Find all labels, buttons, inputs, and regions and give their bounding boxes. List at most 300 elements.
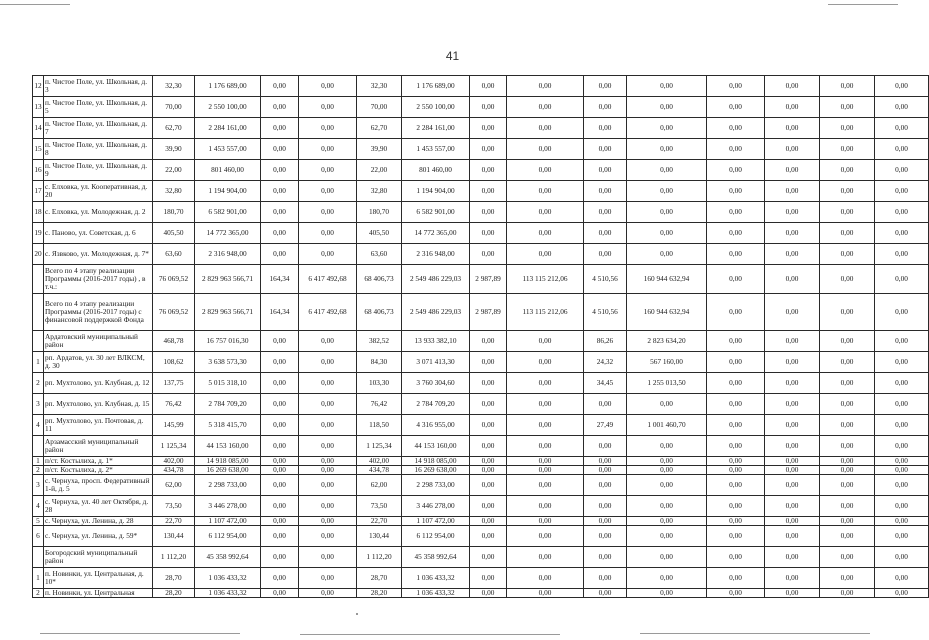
- value-cell: 0,00: [875, 568, 929, 589]
- value-cell: 0,00: [765, 466, 820, 475]
- value-cell: 6 582 901,00: [402, 202, 470, 223]
- value-cell: 0,00: [627, 496, 707, 517]
- value-cell: 0,00: [820, 202, 875, 223]
- value-cell: 113 115 212,06: [507, 265, 584, 294]
- value-cell: 0,00: [470, 97, 507, 118]
- value-cell: 0,00: [507, 589, 584, 598]
- value-cell: 0,00: [261, 436, 299, 457]
- value-cell: 1 036 433,32: [402, 568, 470, 589]
- value-cell: 2 298 733,00: [402, 475, 470, 496]
- table-row: [33, 294, 929, 331]
- value-cell: 45 358 992,64: [402, 547, 470, 568]
- top-rule-left: [0, 4, 70, 5]
- value-cell: 0,00: [470, 517, 507, 526]
- value-cell: 32,30: [153, 76, 195, 97]
- value-cell: 0,00: [765, 415, 820, 436]
- value-cell: 3 760 304,60: [402, 373, 470, 394]
- value-cell: 0,00: [875, 139, 929, 160]
- row-number: [33, 331, 44, 352]
- value-cell: 0,00: [261, 457, 299, 466]
- table-row: [33, 76, 929, 97]
- value-cell: 0,00: [627, 394, 707, 415]
- value-cell: 0,00: [707, 160, 765, 181]
- value-cell: 3 446 278,00: [402, 496, 470, 517]
- address-cell: п. Чистое Поле, ул. Школьная, д. 9: [44, 160, 153, 181]
- value-cell: 137,75: [153, 373, 195, 394]
- value-cell: 180,70: [153, 202, 195, 223]
- value-cell: 3 638 573,30: [195, 352, 261, 373]
- value-cell: 164,34: [261, 294, 299, 331]
- value-cell: 405,50: [153, 223, 195, 244]
- value-cell: 0,00: [765, 526, 820, 547]
- table-row: [33, 394, 929, 415]
- value-cell: 0,00: [299, 466, 357, 475]
- table-row: [33, 466, 929, 475]
- value-cell: 0,00: [820, 466, 875, 475]
- value-cell: 0,00: [584, 589, 627, 598]
- value-cell: 0,00: [820, 118, 875, 139]
- value-cell: 1 001 460,70: [627, 415, 707, 436]
- value-cell: 0,00: [765, 97, 820, 118]
- value-cell: 2 284 161,00: [195, 118, 261, 139]
- value-cell: 1 112,20: [153, 547, 195, 568]
- value-cell: 0,00: [507, 76, 584, 97]
- value-cell: 113 115 212,06: [507, 294, 584, 331]
- value-cell: 0,00: [627, 466, 707, 475]
- value-cell: 0,00: [261, 160, 299, 181]
- value-cell: 0,00: [707, 265, 765, 294]
- value-cell: 0,00: [584, 436, 627, 457]
- value-cell: 0,00: [765, 76, 820, 97]
- value-cell: 0,00: [820, 526, 875, 547]
- value-cell: 86,26: [584, 331, 627, 352]
- value-cell: 68 406,73: [357, 294, 402, 331]
- value-cell: 0,00: [470, 244, 507, 265]
- value-cell: 0,00: [584, 547, 627, 568]
- address-cell: с. Елховка, ул. Молодежная, д. 2: [44, 202, 153, 223]
- value-cell: 73,50: [153, 496, 195, 517]
- value-cell: 0,00: [470, 547, 507, 568]
- value-cell: 402,00: [153, 457, 195, 466]
- value-cell: 0,00: [299, 118, 357, 139]
- value-cell: 0,00: [507, 97, 584, 118]
- address-cell: с. Чернуха, ул. Ленина, д. 28: [44, 517, 153, 526]
- value-cell: 0,00: [875, 436, 929, 457]
- value-cell: 0,00: [470, 496, 507, 517]
- value-cell: 0,00: [584, 76, 627, 97]
- value-cell: 0,00: [820, 97, 875, 118]
- value-cell: 6 417 492,68: [299, 265, 357, 294]
- row-number: 4: [33, 496, 44, 517]
- value-cell: 22,70: [153, 517, 195, 526]
- table-row: [33, 475, 929, 496]
- table-row: [33, 181, 929, 202]
- value-cell: 1 453 557,00: [402, 139, 470, 160]
- value-cell: 0,00: [261, 202, 299, 223]
- value-cell: 2 549 486 229,03: [402, 294, 470, 331]
- value-cell: 0,00: [261, 415, 299, 436]
- value-cell: 0,00: [507, 475, 584, 496]
- row-number: 5: [33, 517, 44, 526]
- value-cell: 76,42: [357, 394, 402, 415]
- value-cell: 45 358 992,64: [195, 547, 261, 568]
- value-cell: 0,00: [299, 244, 357, 265]
- row-number: [33, 294, 44, 331]
- address-cell: п. Чистое Поле, ул. Школьная, д. 8: [44, 139, 153, 160]
- value-cell: 27,49: [584, 415, 627, 436]
- value-cell: 180,70: [357, 202, 402, 223]
- row-number: 2: [33, 466, 44, 475]
- value-cell: 0,00: [707, 139, 765, 160]
- value-cell: 0,00: [627, 139, 707, 160]
- value-cell: 0,00: [820, 415, 875, 436]
- value-cell: 22,00: [357, 160, 402, 181]
- value-cell: 0,00: [470, 568, 507, 589]
- address-cell: с. Язвково, ул. Молодежная, д. 7*: [44, 244, 153, 265]
- value-cell: 0,00: [627, 118, 707, 139]
- value-cell: 0,00: [820, 568, 875, 589]
- value-cell: 0,00: [470, 76, 507, 97]
- value-cell: 0,00: [875, 352, 929, 373]
- value-cell: 0,00: [470, 160, 507, 181]
- row-number: 18: [33, 202, 44, 223]
- value-cell: 0,00: [765, 457, 820, 466]
- value-cell: 0,00: [299, 415, 357, 436]
- value-cell: 0,00: [261, 475, 299, 496]
- value-cell: 0,00: [765, 394, 820, 415]
- value-cell: 0,00: [299, 547, 357, 568]
- table-row: [33, 589, 929, 598]
- bottom-rule-2: [300, 634, 560, 635]
- value-cell: 0,00: [627, 526, 707, 547]
- value-cell: 0,00: [584, 223, 627, 244]
- value-cell: 0,00: [299, 76, 357, 97]
- address-cell: Арзамасский муниципальный район: [44, 436, 153, 457]
- value-cell: 0,00: [261, 547, 299, 568]
- value-cell: 801 460,00: [195, 160, 261, 181]
- value-cell: 0,00: [261, 466, 299, 475]
- value-cell: 32,80: [153, 181, 195, 202]
- address-cell: Всего по 4 этапу реализации Программы (2016-2017 годы) с финансовой поддержкой Фонда: [44, 294, 153, 331]
- value-cell: 0,00: [299, 589, 357, 598]
- value-cell: 0,00: [820, 394, 875, 415]
- value-cell: 0,00: [584, 394, 627, 415]
- value-cell: 1 453 557,00: [195, 139, 261, 160]
- value-cell: 0,00: [507, 244, 584, 265]
- value-cell: 0,00: [765, 223, 820, 244]
- table-row: [33, 331, 929, 352]
- value-cell: 0,00: [707, 568, 765, 589]
- value-cell: 0,00: [470, 475, 507, 496]
- value-cell: 34,45: [584, 373, 627, 394]
- address-cell: п/ст. Костылиха, д. 2*: [44, 466, 153, 475]
- address-cell: п. Чистое Поле, ул. Школьная, д. 5: [44, 97, 153, 118]
- value-cell: 0,00: [627, 76, 707, 97]
- value-cell: 0,00: [765, 568, 820, 589]
- value-cell: 22,70: [357, 517, 402, 526]
- address-cell: рп. Ардатов, ул. 30 лет ВЛКСМ, д. 30: [44, 352, 153, 373]
- row-number: 2: [33, 589, 44, 598]
- value-cell: 382,52: [357, 331, 402, 352]
- value-cell: 0,00: [470, 181, 507, 202]
- value-cell: 0,00: [875, 118, 929, 139]
- value-cell: 0,00: [507, 181, 584, 202]
- value-cell: 6 582 901,00: [195, 202, 261, 223]
- value-cell: 63,60: [357, 244, 402, 265]
- value-cell: 0,00: [875, 517, 929, 526]
- value-cell: 0,00: [261, 517, 299, 526]
- value-cell: 402,00: [357, 457, 402, 466]
- table-row: [33, 118, 929, 139]
- value-cell: 2 987,89: [470, 294, 507, 331]
- row-number: 3: [33, 394, 44, 415]
- address-cell: п. Новинки, ул. Центральная, д. 10*: [44, 568, 153, 589]
- value-cell: 62,70: [357, 118, 402, 139]
- value-cell: 0,00: [261, 526, 299, 547]
- address-cell: п. Новинки, ул. Центральная: [44, 589, 153, 598]
- value-cell: 44 153 160,00: [195, 436, 261, 457]
- value-cell: 0,00: [627, 568, 707, 589]
- value-cell: 1 176 689,00: [402, 76, 470, 97]
- value-cell: 0,00: [707, 331, 765, 352]
- value-cell: 2 550 100,00: [195, 97, 261, 118]
- value-cell: 108,62: [153, 352, 195, 373]
- value-cell: 0,00: [820, 475, 875, 496]
- value-cell: 0,00: [507, 202, 584, 223]
- bottom-rule-1: [40, 633, 240, 634]
- value-cell: 28,20: [357, 589, 402, 598]
- value-cell: 0,00: [261, 118, 299, 139]
- value-cell: 0,00: [627, 97, 707, 118]
- value-cell: 2 550 100,00: [402, 97, 470, 118]
- bottom-rule-3: [640, 633, 870, 634]
- value-cell: 0,00: [820, 547, 875, 568]
- value-cell: 1 194 904,00: [195, 181, 261, 202]
- value-cell: 2 316 948,00: [402, 244, 470, 265]
- value-cell: 14 772 365,00: [195, 223, 261, 244]
- value-cell: 0,00: [507, 139, 584, 160]
- value-cell: 0,00: [627, 223, 707, 244]
- value-cell: 0,00: [299, 496, 357, 517]
- value-cell: 0,00: [584, 97, 627, 118]
- value-cell: 468,78: [153, 331, 195, 352]
- value-cell: 0,00: [470, 202, 507, 223]
- value-cell: 0,00: [707, 436, 765, 457]
- value-cell: 14 918 085,00: [195, 457, 261, 466]
- value-cell: 0,00: [707, 181, 765, 202]
- value-cell: 0,00: [765, 331, 820, 352]
- value-cell: 0,00: [507, 526, 584, 547]
- value-cell: 0,00: [820, 223, 875, 244]
- scan-speck: [356, 613, 358, 615]
- row-number: 2: [33, 373, 44, 394]
- value-cell: 0,00: [584, 526, 627, 547]
- value-cell: 0,00: [875, 415, 929, 436]
- row-number: 1: [33, 352, 44, 373]
- value-cell: 2 784 709,20: [402, 394, 470, 415]
- value-cell: 0,00: [507, 568, 584, 589]
- value-cell: 0,00: [627, 160, 707, 181]
- value-cell: 0,00: [261, 181, 299, 202]
- row-number: 19: [33, 223, 44, 244]
- value-cell: 434,78: [357, 466, 402, 475]
- value-cell: 0,00: [507, 223, 584, 244]
- value-cell: 0,00: [627, 589, 707, 598]
- table-row: [33, 223, 929, 244]
- value-cell: 0,00: [261, 139, 299, 160]
- table-row: [33, 244, 929, 265]
- value-cell: 0,00: [627, 457, 707, 466]
- value-cell: 68 406,73: [357, 265, 402, 294]
- value-cell: 0,00: [507, 118, 584, 139]
- value-cell: 0,00: [820, 181, 875, 202]
- value-cell: 1 255 013,50: [627, 373, 707, 394]
- value-cell: 44 153 160,00: [402, 436, 470, 457]
- row-number: 3: [33, 475, 44, 496]
- table-row: [33, 265, 929, 294]
- program-table: [32, 75, 929, 598]
- value-cell: 0,00: [299, 181, 357, 202]
- value-cell: 0,00: [707, 466, 765, 475]
- value-cell: 118,50: [357, 415, 402, 436]
- value-cell: 0,00: [261, 76, 299, 97]
- value-cell: 2 284 161,00: [402, 118, 470, 139]
- value-cell: 0,00: [299, 373, 357, 394]
- value-cell: 2 987,89: [470, 265, 507, 294]
- value-cell: 0,00: [299, 475, 357, 496]
- value-cell: 0,00: [299, 160, 357, 181]
- value-cell: 0,00: [765, 265, 820, 294]
- value-cell: 62,70: [153, 118, 195, 139]
- value-cell: 0,00: [299, 139, 357, 160]
- value-cell: 0,00: [765, 496, 820, 517]
- row-number: 17: [33, 181, 44, 202]
- value-cell: 1 107 472,00: [195, 517, 261, 526]
- value-cell: 0,00: [470, 394, 507, 415]
- value-cell: 0,00: [627, 547, 707, 568]
- value-cell: 0,00: [299, 352, 357, 373]
- value-cell: 0,00: [765, 436, 820, 457]
- value-cell: 0,00: [507, 466, 584, 475]
- value-cell: 70,00: [153, 97, 195, 118]
- value-cell: 0,00: [470, 373, 507, 394]
- value-cell: 0,00: [261, 97, 299, 118]
- value-cell: 0,00: [875, 76, 929, 97]
- value-cell: 103,30: [357, 373, 402, 394]
- value-cell: 0,00: [875, 475, 929, 496]
- page-number: 41: [445, 49, 460, 63]
- value-cell: 0,00: [875, 223, 929, 244]
- value-cell: 0,00: [820, 373, 875, 394]
- row-number: 20: [33, 244, 44, 265]
- value-cell: 0,00: [261, 331, 299, 352]
- value-cell: 0,00: [584, 568, 627, 589]
- value-cell: 22,00: [153, 160, 195, 181]
- value-cell: 0,00: [875, 526, 929, 547]
- value-cell: 0,00: [299, 394, 357, 415]
- value-cell: 0,00: [875, 160, 929, 181]
- value-cell: 62,00: [357, 475, 402, 496]
- value-cell: 0,00: [875, 466, 929, 475]
- value-cell: 16 269 638,00: [195, 466, 261, 475]
- value-cell: 0,00: [707, 223, 765, 244]
- value-cell: 0,00: [765, 517, 820, 526]
- value-cell: 73,50: [357, 496, 402, 517]
- value-cell: 0,00: [261, 352, 299, 373]
- value-cell: 434,78: [153, 466, 195, 475]
- value-cell: 0,00: [707, 373, 765, 394]
- value-cell: 0,00: [875, 547, 929, 568]
- table-row: [33, 526, 929, 547]
- value-cell: 0,00: [584, 202, 627, 223]
- value-cell: 28,20: [153, 589, 195, 598]
- address-cell: с. Паново, ул. Советская, д. 6: [44, 223, 153, 244]
- value-cell: 84,30: [357, 352, 402, 373]
- value-cell: 0,00: [470, 352, 507, 373]
- value-cell: 39,90: [153, 139, 195, 160]
- value-cell: 0,00: [299, 517, 357, 526]
- value-cell: 0,00: [507, 415, 584, 436]
- address-cell: рп. Мухтолово, ул. Клубная, д. 15: [44, 394, 153, 415]
- value-cell: 0,00: [820, 76, 875, 97]
- value-cell: 0,00: [507, 496, 584, 517]
- value-cell: 0,00: [299, 97, 357, 118]
- table-row: [33, 496, 929, 517]
- value-cell: 0,00: [627, 244, 707, 265]
- row-number: 13: [33, 97, 44, 118]
- value-cell: 0,00: [765, 475, 820, 496]
- value-cell: 0,00: [261, 589, 299, 598]
- value-cell: 0,00: [507, 517, 584, 526]
- value-cell: 16 757 016,30: [195, 331, 261, 352]
- value-cell: 0,00: [765, 352, 820, 373]
- value-cell: 0,00: [707, 415, 765, 436]
- table-row: [33, 436, 929, 457]
- value-cell: 0,00: [875, 294, 929, 331]
- value-cell: 70,00: [357, 97, 402, 118]
- value-cell: 5 318 415,70: [195, 415, 261, 436]
- value-cell: 0,00: [507, 160, 584, 181]
- value-cell: 0,00: [875, 373, 929, 394]
- row-number: [33, 265, 44, 294]
- value-cell: 0,00: [627, 517, 707, 526]
- value-cell: 0,00: [707, 294, 765, 331]
- value-cell: 0,00: [584, 475, 627, 496]
- value-cell: 0,00: [875, 589, 929, 598]
- address-cell: рп. Мухтолово, ул. Почтовая, д. 11: [44, 415, 153, 436]
- value-cell: 0,00: [584, 160, 627, 181]
- value-cell: 0,00: [707, 202, 765, 223]
- value-cell: 62,00: [153, 475, 195, 496]
- value-cell: 0,00: [584, 118, 627, 139]
- value-cell: 145,99: [153, 415, 195, 436]
- value-cell: 4 510,56: [584, 294, 627, 331]
- value-cell: 0,00: [765, 373, 820, 394]
- value-cell: 0,00: [507, 457, 584, 466]
- row-number: 16: [33, 160, 44, 181]
- row-number: 15: [33, 139, 44, 160]
- value-cell: 14 918 085,00: [402, 457, 470, 466]
- value-cell: 0,00: [765, 244, 820, 265]
- value-cell: 0,00: [470, 139, 507, 160]
- value-cell: 0,00: [470, 466, 507, 475]
- value-cell: 0,00: [707, 517, 765, 526]
- value-cell: 0,00: [707, 589, 765, 598]
- address-cell: Богородский муниципальный район: [44, 547, 153, 568]
- value-cell: 2 829 963 566,71: [195, 294, 261, 331]
- value-cell: 28,70: [153, 568, 195, 589]
- value-cell: 2 784 709,20: [195, 394, 261, 415]
